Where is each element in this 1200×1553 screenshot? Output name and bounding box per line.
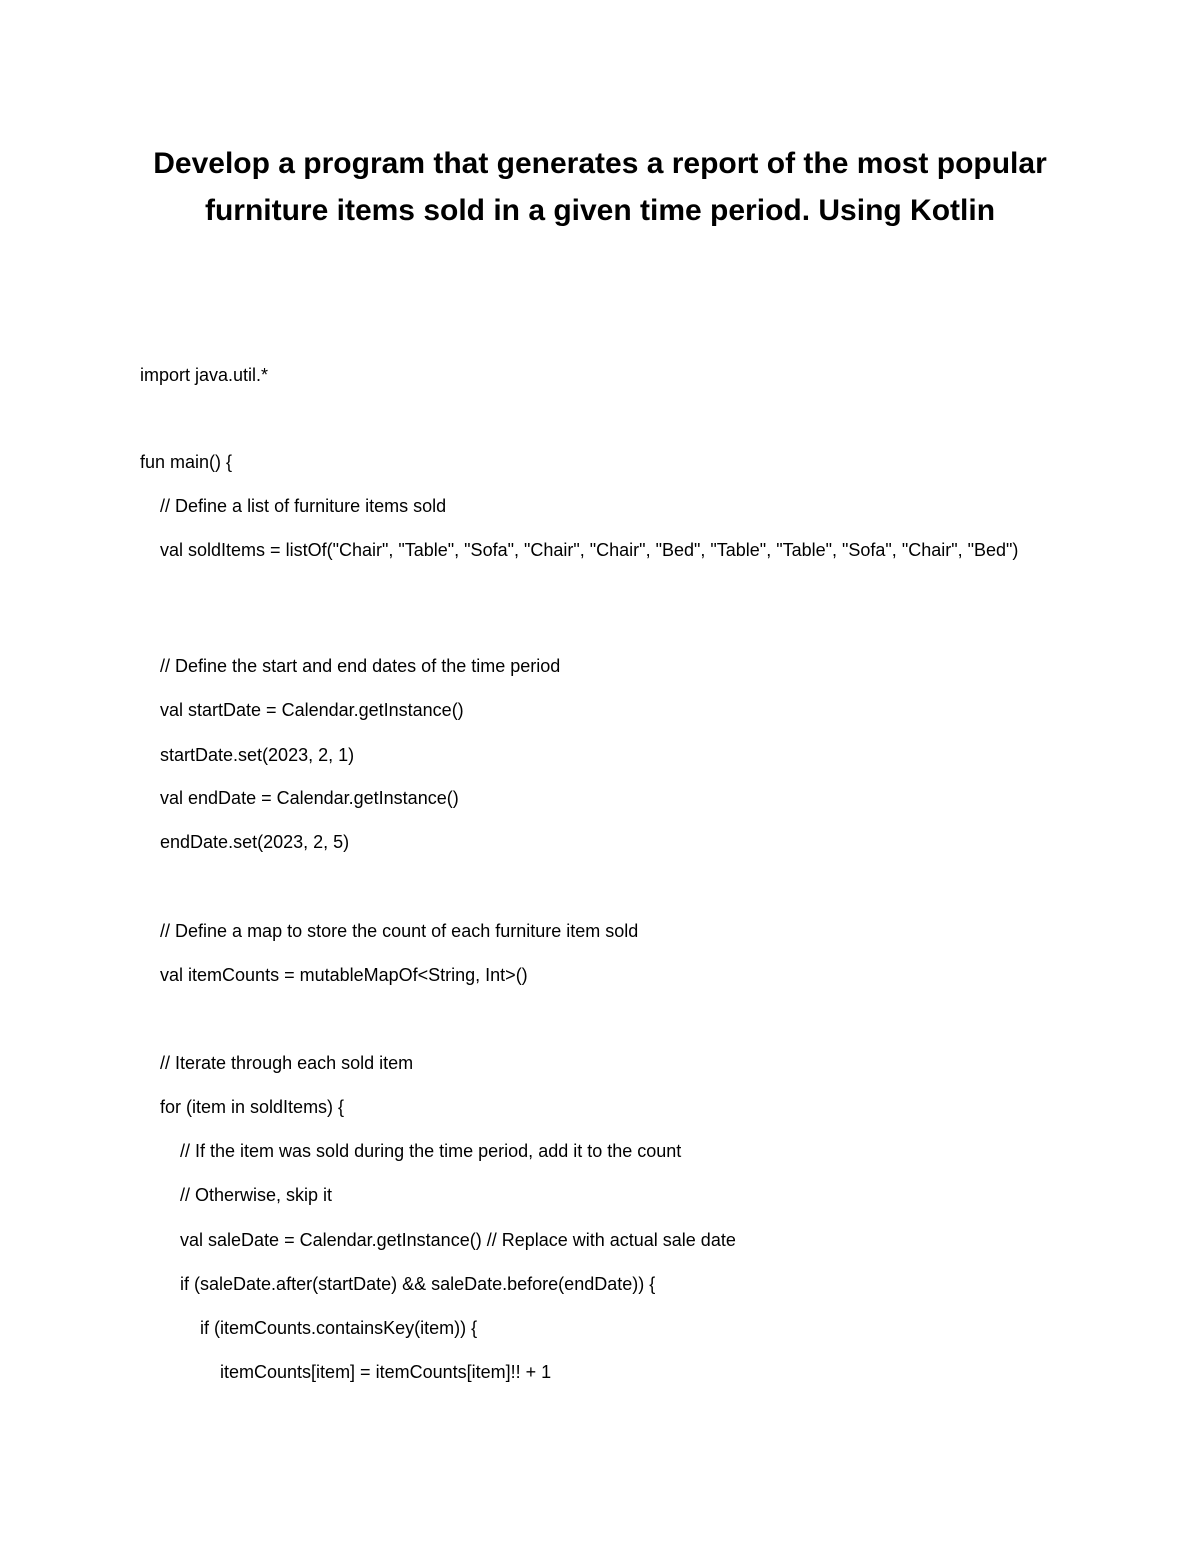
- code-line-sold-items: val soldItems = listOf("Chair", "Table", "Sofa", "Chair", "Chair", "Bed", "Table", "Table", "Sofa", "Chair", "Bed"): [140, 540, 1019, 560]
- code-line-comment-list: // Define a list of furniture items sold: [140, 496, 447, 516]
- code-line-comment-if-sold: // If the item was sold during the time period, add it to the count: [140, 1141, 682, 1161]
- code-line-if-contains-key: if (itemCounts.containsKey(item)) {: [140, 1318, 478, 1338]
- code-line-if-sale-date: if (saleDate.after(startDate) && saleDate.before(endDate)) {: [140, 1274, 656, 1294]
- code-line-end-date: val endDate = Calendar.getInstance(): [140, 788, 459, 808]
- code-line-for-loop: for (item in soldItems) {: [140, 1097, 345, 1117]
- code-line-start-date: val startDate = Calendar.getInstance(): [140, 700, 464, 720]
- code-line-import: import java.util.*: [140, 365, 269, 385]
- code-line-start-date-set: startDate.set(2023, 2, 1): [140, 745, 355, 765]
- code-line-comment-otherwise: // Otherwise, skip it: [140, 1185, 333, 1205]
- code-line-comment-dates: // Define the start and end dates of the time period: [140, 656, 561, 676]
- code-line-sale-date: val saleDate = Calendar.getInstance() // Replace with actual sale date: [140, 1230, 736, 1250]
- code-line-fun-main: fun main() {: [140, 452, 233, 472]
- code-line-increment: itemCounts[item] = itemCounts[item]!! + 1: [140, 1362, 552, 1382]
- document-title: Develop a program that generates a report of the most popular furniture items sold in a given time period. Using Kotlin: [153, 147, 1047, 227]
- code-line-comment-map: // Define a map to store the count of each furniture item sold: [140, 921, 639, 941]
- code-line-end-date-set: endDate.set(2023, 2, 5): [140, 832, 350, 852]
- code-line-comment-iterate: // Iterate through each sold item: [140, 1053, 414, 1073]
- code-line-item-counts: val itemCounts = mutableMapOf<String, Int>(): [140, 965, 528, 985]
